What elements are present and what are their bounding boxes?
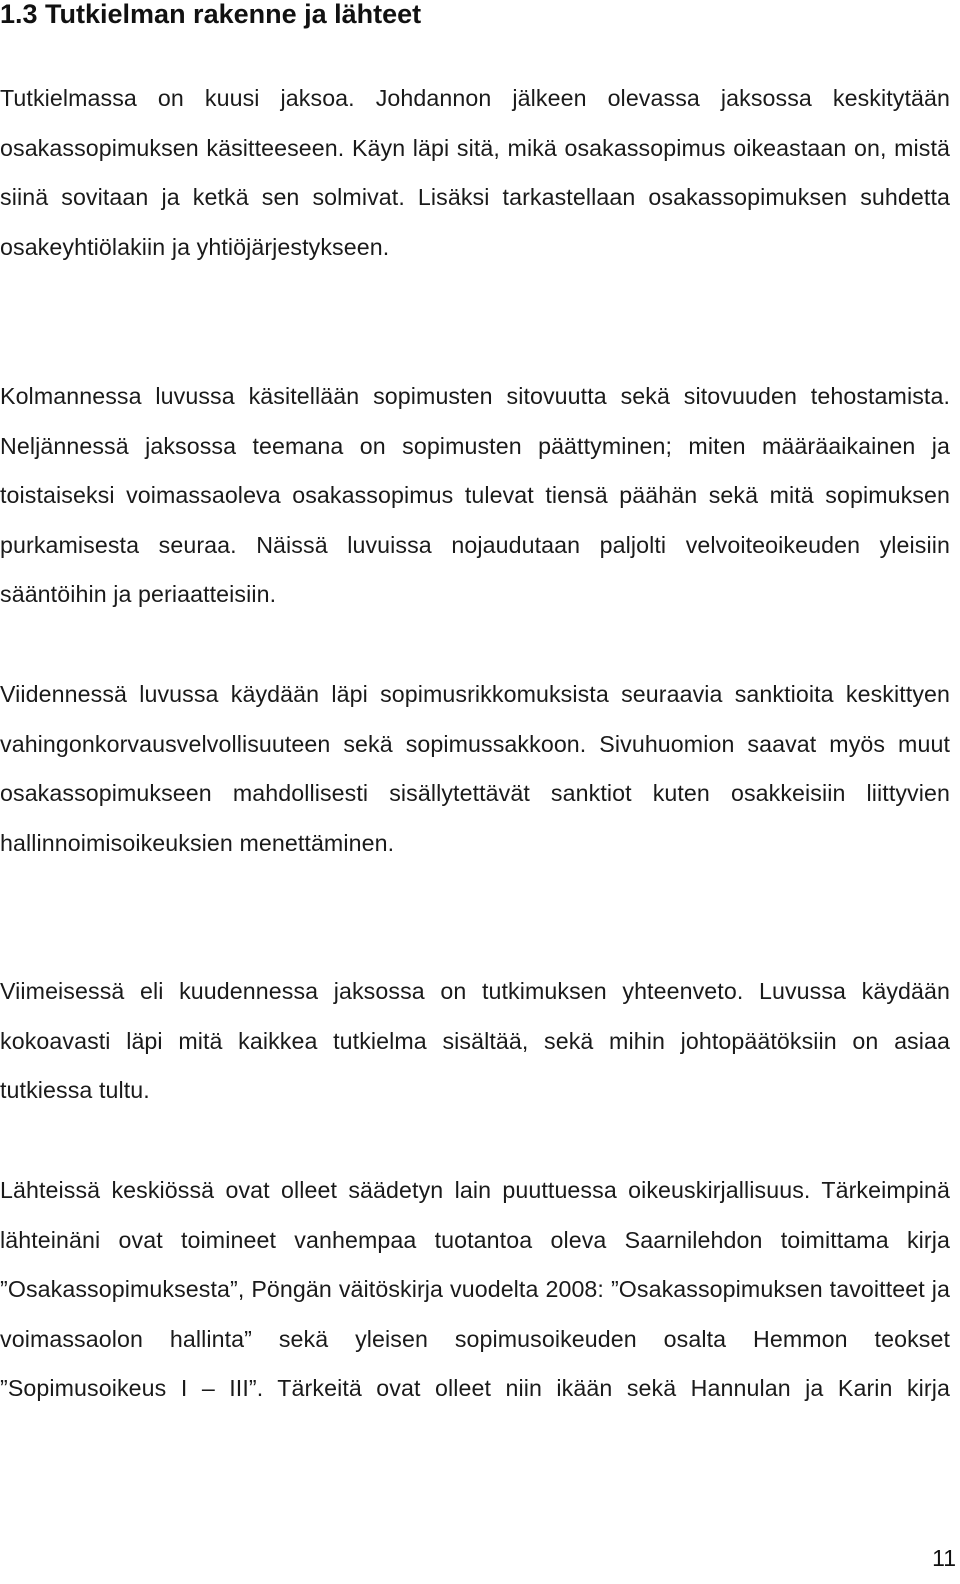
paragraph-summary: Viimeisessä eli kuudennessa jaksossa on tutkimuksen yhteenveto. Luvussa käydään kokoavasti läpi mitä kaikkea tutkielma sisältää, sekä mihin johtopäätöksiin on asiaa tutkiessa tultu.	[0, 978, 950, 1103]
paragraph-structure-intro: Tutkielmassa on kuusi jaksoa. Johdannon jälkeen olevassa jaksossa keskitytään osakassopimuksen käsitteeseen. Käyn läpi sitä, mikä osakassopimus oikeastaan on, mistä siinä sovitaan ja ketkä sen solmivat. Lisäksi tarkastellaan osakassopimuksen suhdetta osakeyhtiölakiin ja yhtiöjärjestykseen.	[0, 85, 950, 260]
paragraph-binding-termination: Kolmannessa luvussa käsitellään sopimusten sitovuutta sekä sitovuuden tehostamista. Neljännessä jaksossa teemana on sopimusten päättyminen; miten määräaikainen ja toistaiseksi voimassaoleva osakassopimus tulevat tiensä päähän sekä mitä sopimuksen purkamisesta seuraa. Näissä luvuissa nojaudutaan paljolti velvoiteoikeuden yleisiin sääntöihin ja periaatteisiin.	[0, 383, 950, 607]
paragraph-sanctions: Viidennessä luvussa käydään läpi sopimusrikkomuksista seuraavia sanktioita keskittyen vahingonkorvausvelvollisuuteen sekä sopimussakkoon. Sivuhuomion saavat myös muut osakassopimukseen mahdollisesti sisällytettävät sanktiot kuten osakkeisiin liittyvien hallinnoimisoikeuksien menettäminen.	[0, 681, 950, 856]
section-heading: 1.3 Tutkielman rakenne ja lähteet	[0, 0, 422, 29]
paragraph-sources: Lähteissä keskiössä ovat olleet säädetyn lain puuttuessa oikeuskirjallisuus. Tärkeimpinä lähteinäni ovat toimineet vanhempaa tuotantoa oleva Saarnilehdon toimittama kirja ”Osakassopimuksesta”, Pöngän väitöskirja vuodelta 2008: ”Osakassopimuksen tavoitteet ja voimassaolon hallinta” sekä yleisen sopimusoikeuden osalta Hemmon teokset ”Sopimusoikeus I – III”. Tärkeitä ovat olleet niin ikään sekä Hannulan ja Karin kirja	[0, 1177, 950, 1401]
page-number: 11	[932, 1545, 956, 1571]
